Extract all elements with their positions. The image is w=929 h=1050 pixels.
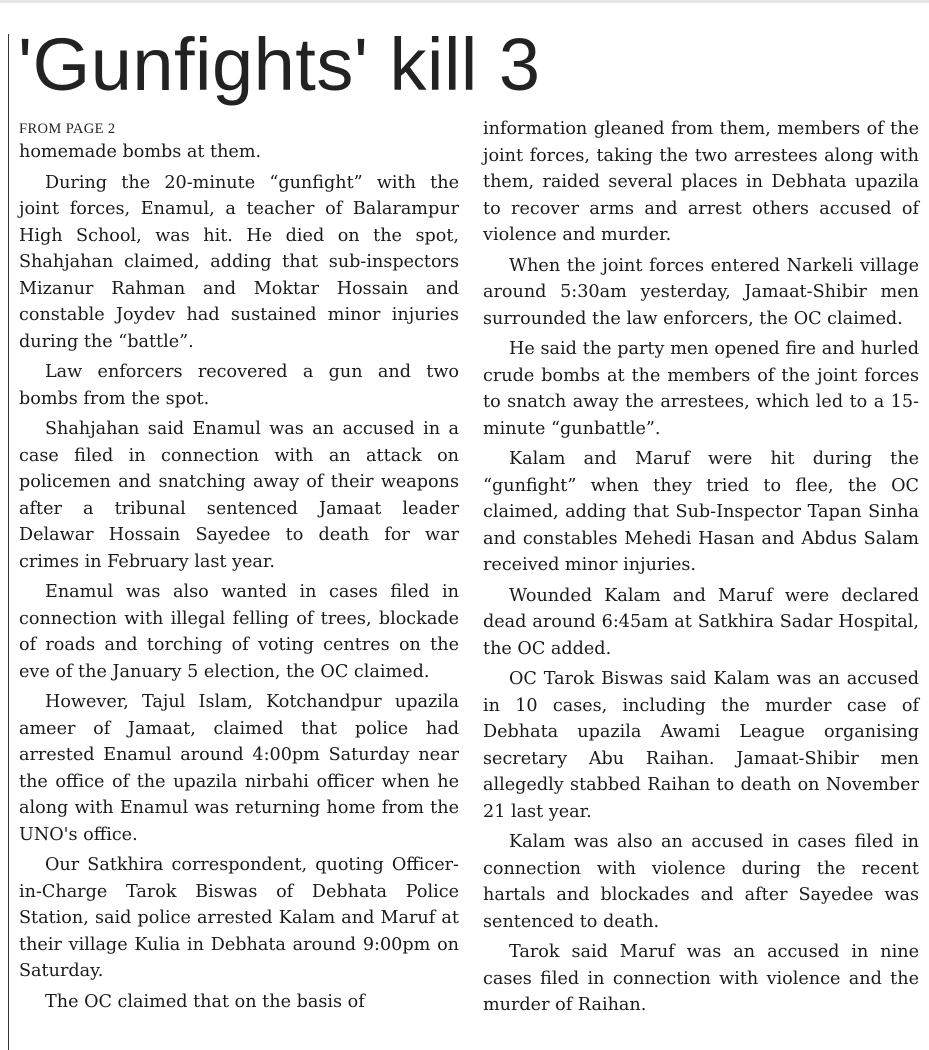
paragraph: The OC claimed that on the basis of — [45, 991, 365, 1012]
paragraph: However, Tajul Islam, Kotchandpur upazila ameer of Jamaat, claimed that police had arrested Enamul around 4:00pm Saturday near the office of the upazila nirbahi officer when he along with Enamul was returning home from the UNO's office. — [19, 692, 459, 845]
paragraph: Our Satkhira correspondent, quoting Officer-in-Charge Tarok Biswas of Debhata Police Station, said police arrested Kalam and Maruf at their village Kulia in Debhata around 9:00pm on Saturday. — [19, 855, 459, 981]
left-column — [19, 116, 459, 1015]
paragraph: He said the party men opened fire and hurled crude bombs at the members of the joint forces to snatch away the arrestees, which led to a 15-minute “gunbattle”. — [483, 339, 919, 439]
paragraph: Enamul was also wanted in cases filed in connection with illegal felling of trees, blockade of roads and torching of voting centres on the eve of the January 5 election, the OC claimed. — [19, 582, 459, 682]
left-column-rule — [8, 34, 9, 1050]
paragraph: information gleaned from them, members of the joint forces, taking the two arrestees along with them, raided several places in Debhata upazila to recover arms and arrest others accused of violence and murder. — [483, 119, 919, 245]
paragraph: Tarok said Maruf was an accused in nine cases filed in connection with violence and the murder of Raihan. — [483, 942, 919, 1015]
paragraph: homemade bombs at them. — [19, 142, 262, 162]
paragraph: Kalam and Maruf were hit during the “gunfight” when they tried to flee, the OC claimed, adding that Sub-Inspector Tapan Sinha and constables Mehedi Hasan and Abdus Salam received minor injuries. — [483, 449, 919, 575]
paragraph: Shahjahan said Enamul was an accused in a case filed in connection with an attack on policemen and snatching away of their weapons after a tribunal sentenced Jamaat leader Delawar Hossain Sayedee to death for war crimes in February last year. — [19, 419, 459, 572]
paragraph: When the joint forces entered Narkeli village around 5:30am yesterday, Jamaat-Shibir men surrounded the law enforcers, the OC claimed. — [483, 255, 919, 329]
paragraph: OC Tarok Biswas said Kalam was an accused in 10 cases, including the murder case of Debhata upazila Awami League organising secretary Abu Raihan. Jamaat-Shibir men allegedly stabbed Raihan to death on November 21 last year. — [483, 669, 919, 822]
jump-label: FROM PAGE 2 — [19, 121, 116, 137]
right-column — [483, 116, 919, 1019]
top-edge-rule — [0, 0, 929, 3]
paragraph: Wounded Kalam and Maruf were declared dead around 6:45am at Satkhira Sadar Hospital, the OC added. — [483, 585, 919, 659]
paragraph: During the 20-minute “gunfight” with the joint forces, Enamul, a teacher of Balarampur High School, was hit. He died on the spot, Shahjahan claimed, adding that sub-inspectors Mizanur Rahman and Moktar Hossain and constable Joydev had sustained minor injuries during the “battle”. — [19, 172, 459, 352]
headline: 'Gunfights' kill 3 — [18, 23, 541, 106]
paragraph: Law enforcers recovered a gun and two bombs from the spot. — [19, 362, 459, 409]
paragraph: Kalam was also an accused in cases filed in connection with violence during the recent hartals and blockades and after Sayedee was sentenced to death. — [483, 832, 919, 932]
